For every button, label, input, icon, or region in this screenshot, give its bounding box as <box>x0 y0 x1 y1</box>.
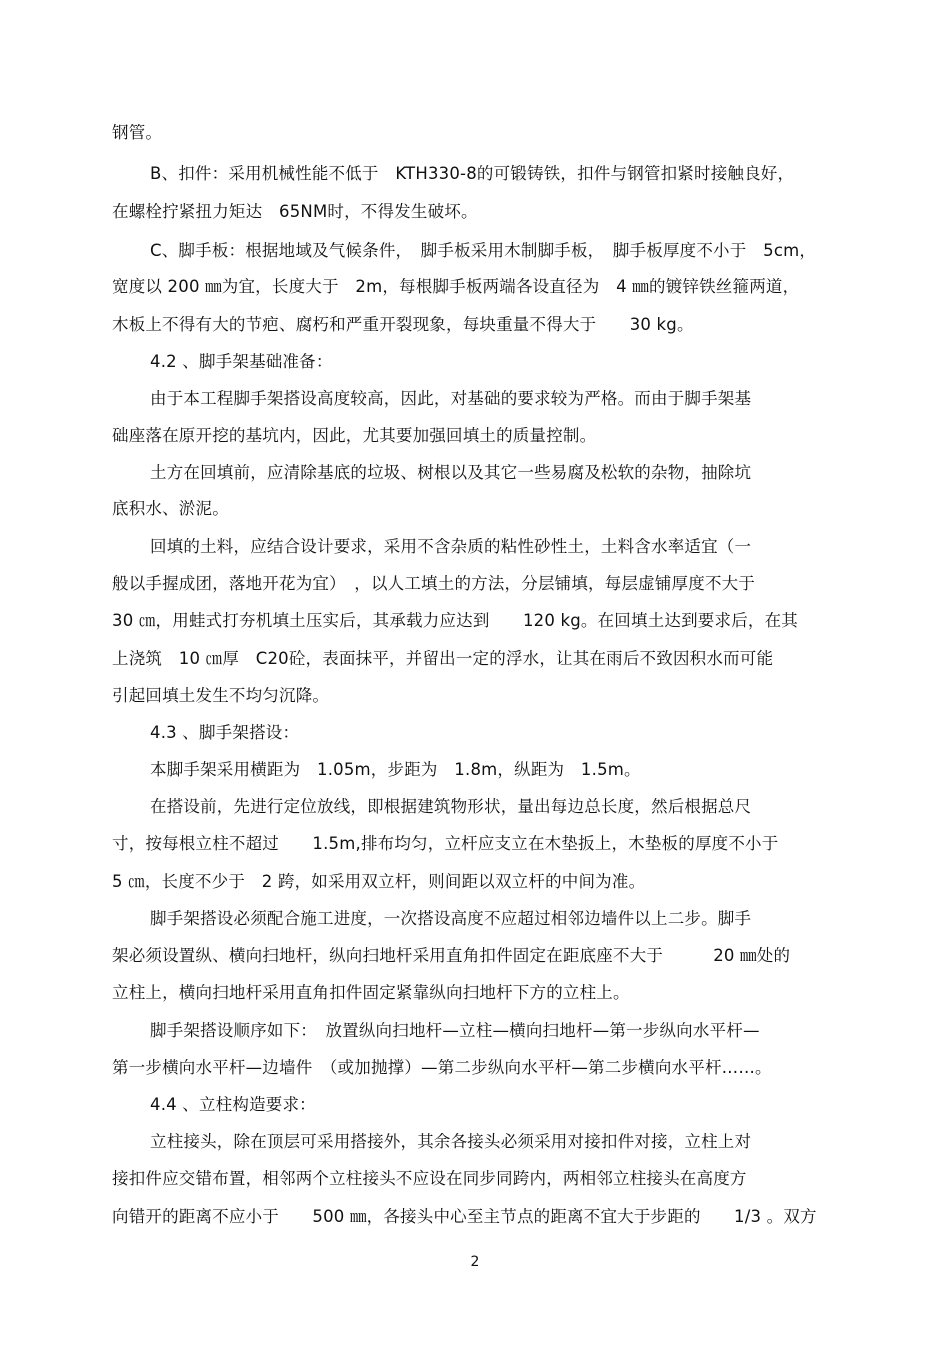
text-line-24: 立柱上，横向扫地杆采用直角扣件固定紧靠纵向扫地杆下方的立柱上。 <box>112 983 630 1002</box>
section-heading-4-2: 4.2 、脚手架基础准备： <box>150 352 333 371</box>
text-line-16: 引起回填土发生不均匀沉降。 <box>112 686 330 705</box>
text-line-1: 钢管。 <box>112 123 163 142</box>
text-line-25: 脚手架搭设顺序如下： 放置纵向扫地杆—立柱—横向扫地杆—第一步纵向水平杆— <box>150 1021 760 1040</box>
text-line-18: 本脚手架采用横距为 1.05m，步距为 1.8m，纵距为 1.5m。 <box>150 760 641 779</box>
text-line-23: 架必须设置纵、横向扫地杆，纵向扫地杆采用直角扣件固定在距底座不大于 20 ㎜处的 <box>112 946 791 965</box>
text-line-14: 30 ㎝，用蛙式打夯机填土压实后，其承载力应达到 120 kg。在回填土达到要求后，在其 <box>112 611 799 630</box>
text-line-19: 在搭设前，先进行定位放线，即根据建筑物形状，量出每边总长度，然后根据总尺 <box>150 797 752 816</box>
text-line-5: 宽度以 200 ㎜为宜，长度大于 2m，每根脚手板两端各设直径为 4 ㎜的镀锌铁丝箍两道， <box>112 277 800 296</box>
text-line-8: 由于本工程脚手架搭设高度较高，因此，对基础的要求较为严格。而由于脚手架基 <box>150 389 752 408</box>
text-line-11: 底积水、淤泥。 <box>112 499 229 518</box>
page-number: 2 <box>470 1254 480 1270</box>
text-line-10: 土方在回填前，应清除基底的垃圾、树根以及其它一些易腐及松软的杂物，抽除坑 <box>150 463 752 482</box>
text-line-29: 接扣件应交错布置，相邻两个立柱接头不应设在同步同跨内，两相邻立柱接头在高度方 <box>112 1169 747 1188</box>
text-line-9: 础座落在原开挖的基坑内，因此，尤其要加强回填土的质量控制。 <box>112 426 597 445</box>
text-line-12: 回填的土料，应结合设计要求，采用不含杂质的粘性砂性土，土料含水率适宜（一 <box>150 537 752 556</box>
section-heading-4-4: 4.4 、立柱构造要求： <box>150 1095 316 1114</box>
text-line-30: 向错开的距离不应小于 500 ㎜，各接头中心至主节点的距离不宜大于步距的 1/3 。双方 <box>112 1207 817 1226</box>
text-line-22: 脚手架搭设必须配合施工进度，一次搭设高度不应超过相邻边墙件以上二步。脚手 <box>150 909 752 928</box>
text-line-15: 上浇筑 10 ㎝厚 C20砼，表面抹平，并留出一定的浮水，让其在雨后不致因积水而可能 <box>112 649 774 668</box>
text-line-20: 寸，按每根立柱不超过 1.5m,排布均匀，立杆应支立在木垫扳上，木垫板的厚度不小于 <box>112 834 779 853</box>
text-line-2: B、扣件：采用机械性能不低于 KTH330-8的可锻铸铁，扣件与钢管扣紧时接触良好， <box>150 164 795 183</box>
text-line-3: 在螺栓拧紧扭力矩达 65NM时，不得发生破坏。 <box>112 202 478 221</box>
text-line-28: 立柱接头，除在顶层可采用搭接外，其余各接头必须采用对接扣件对接，立柱上对 <box>150 1132 752 1151</box>
text-line-21: 5 ㎝，长度不少于 2 跨，如采用双立杆，则间距以双立杆的中间为准。 <box>112 872 646 891</box>
text-line-6: 木板上不得有大的节疤、腐朽和严重开裂现象，每块重量不得大于 30 kg。 <box>112 315 694 334</box>
text-line-13: 般以手握成团，落地开花为宜） ，以人工填土的方法，分层铺填，每层虚铺厚度不大于 <box>112 574 756 593</box>
section-heading-4-3: 4.3 、脚手架搭设： <box>150 723 300 742</box>
text-line-26: 第一步横向水平杆—边墙件 （或加抛撑）—第二步纵向水平杆—第二步横向水平杆……。 <box>112 1058 772 1077</box>
text-line-4: C、脚手板：根据地域及气候条件， 脚手板采用木制脚手板， 脚手板厚度不小于 5cm， <box>150 241 817 260</box>
